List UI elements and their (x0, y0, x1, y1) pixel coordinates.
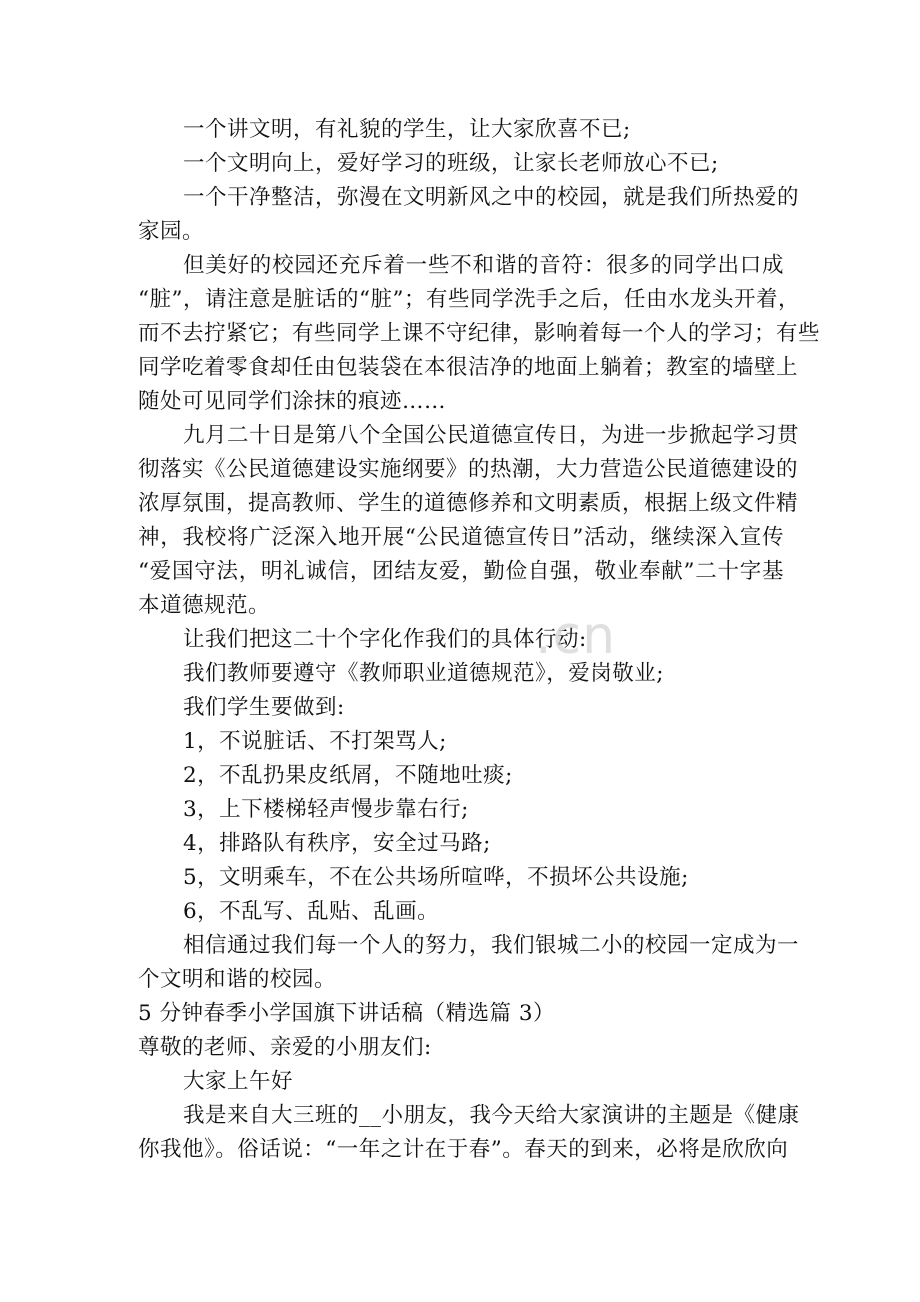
list-item: 2，不乱扔果皮纸屑，不随地吐痰; (183, 763, 513, 788)
text-line: 让我们把这二十个字化作我们的具体行动: (183, 627, 587, 652)
greeting: 大家上午好 (183, 1069, 294, 1094)
list-item: 1，不说脏话、不打架骂人; (183, 729, 447, 754)
text-line: 相信通过我们每一个人的努力，我们银城二小的校园一定成为一 (183, 933, 800, 958)
list-item: 5，文明乘车，不在公共场所喧哗，不损坏公共设施; (183, 865, 689, 890)
text-line: 九月二十日是第八个全国公民道德宣传日，为进一步掀起学习贯 (183, 423, 800, 448)
text-line: 一个文明向上，爱好学习的班级，让家长老师放心不已; (183, 151, 719, 176)
list-item: 6，不乱写、乱贴、乱画。 (183, 899, 440, 924)
text-line: 同学吃着零食却任由包装袋在本很洁净的地面上躺着；教室的墙壁上 (138, 355, 799, 380)
text-line: “脏”，请注意是脏话的“脏”；有些同学洗手之后，任由水龙头开着， (138, 287, 800, 312)
text-line: 你我他》。俗话说：“一年之计在于春”。春天的到来，必将是欣欣向 (138, 1137, 789, 1162)
list-item: 3，上下楼梯轻声慢步靠右行; (183, 797, 469, 822)
text-line: 随处可见同学们涂抹的痕迹…… (138, 389, 447, 414)
text-line: 我们教师要遵守《教师职业道德规范》，爱岗敬业; (183, 661, 664, 686)
salutation: 尊敬的老师、亲爱的小朋友们: (138, 1035, 432, 1060)
text-line: 我是来自大三班的__小朋友，我今天给大家演讲的主题是《健康 (183, 1103, 800, 1128)
text-line: 浓厚氛围，提高教师、学生的道德修养和文明素质，根据上级文件精 (138, 491, 799, 516)
text-line: 神，我校将广泛深入地开展“公民道德宣传日”活动，继续深入宣传 (138, 525, 784, 550)
text-line: 一个干净整洁，弥漫在文明新风之中的校园，就是我们所热爱的 (183, 185, 800, 210)
section-heading: 5 分钟春季小学国旗下讲话稿（精选篇 3） (138, 1001, 556, 1026)
list-item: 4，排路队有秩序，安全过马路; (183, 831, 491, 856)
text-line: 本道德规范。 (138, 593, 271, 618)
text-line: 家园。 (138, 219, 205, 244)
text-line: 而不去拧紧它；有些同学上课不守纪律，影响着每一个人的学习；有些 (138, 321, 821, 346)
text-line: 但美好的校园还充斥着一些不和谐的音符：很多的同学出口成 (183, 253, 784, 278)
text-line: 个文明和谐的校园。 (138, 967, 337, 992)
text-line: 彻落实《公民道德建设实施纲要》的热潮，大力营造公民道德建设的 (138, 457, 799, 482)
text-line: “爱国守法，明礼诚信，团结友爱，勤俭自强，敬业奉献”二十字基 (138, 559, 784, 584)
text-line: 我们学生要做到: (183, 695, 345, 720)
watermark: .cn (535, 606, 617, 666)
text-line: 一个讲文明，有礼貌的学生，让大家欣喜不已; (183, 117, 631, 142)
